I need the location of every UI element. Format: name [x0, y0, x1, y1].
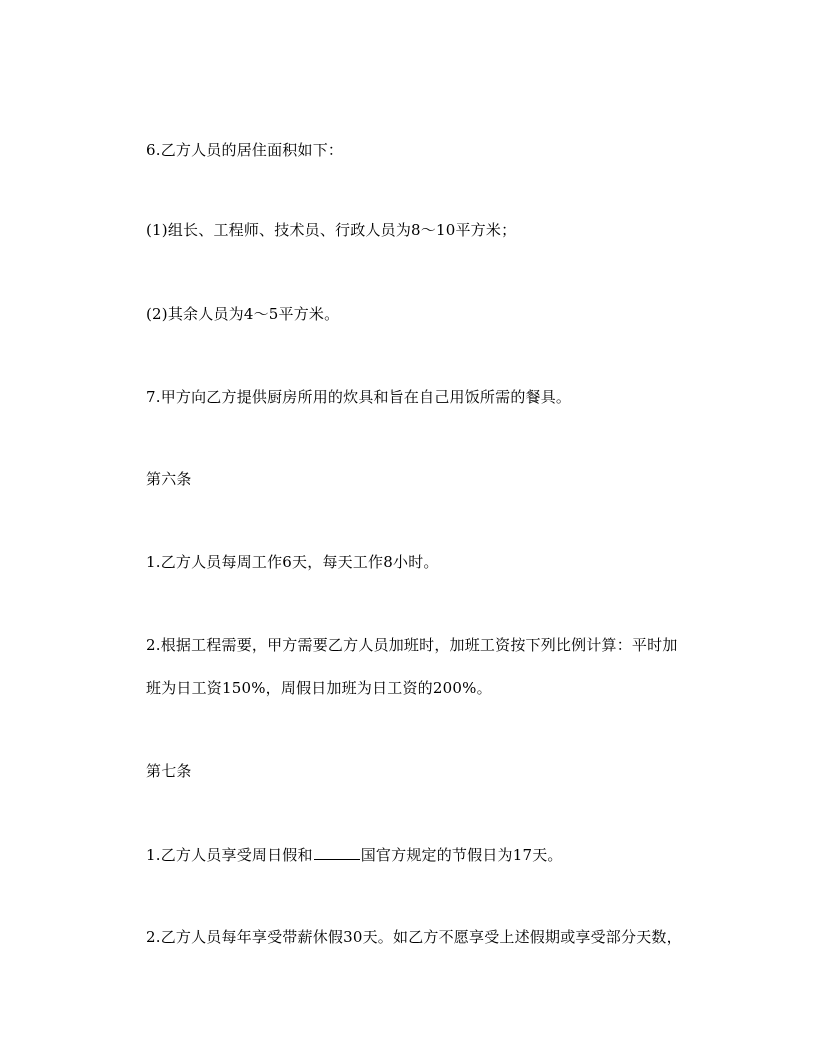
- article-6-paragraph-2-line-1: 2.根据工程需要，甲方需要乙方人员加班时，加班工资按下列比例计算：平时加: [146, 636, 678, 654]
- article-6-heading: 第六条: [146, 470, 192, 488]
- article-6-paragraph-2-line-2: 班为日工资150%，周假日加班为日工资的200%。: [146, 679, 492, 697]
- blank-fill-line: [314, 845, 360, 860]
- paragraph-6-item-1: (1)组长、工程师、技术员、行政人员为8～10平方米；: [146, 221, 517, 239]
- article-7-heading: 第七条: [146, 762, 192, 780]
- paragraph-6: 6.乙方人员的居住面积如下：: [146, 141, 344, 159]
- article-7-paragraph-1-start: 1.乙方人员享受周日假和: [146, 846, 313, 864]
- paragraph-6-item-2: (2)其余人员为4～5平方米。: [146, 305, 340, 323]
- article-7-paragraph-1: [146, 845, 563, 865]
- article-6-paragraph-1: 1.乙方人员每周工作6天，每天工作8小时。: [146, 553, 439, 571]
- paragraph-7: 7.甲方向乙方提供厨房所用的炊具和旨在自己用饭所需的餐具。: [146, 388, 572, 406]
- article-7-paragraph-1-end: 国官方规定的节假日为17天。: [360, 846, 563, 864]
- article-7-paragraph-2: 2.乙方人员每年享受带薪休假30天。如乙方不愿享受上述假期或享受部分天数，: [146, 928, 682, 946]
